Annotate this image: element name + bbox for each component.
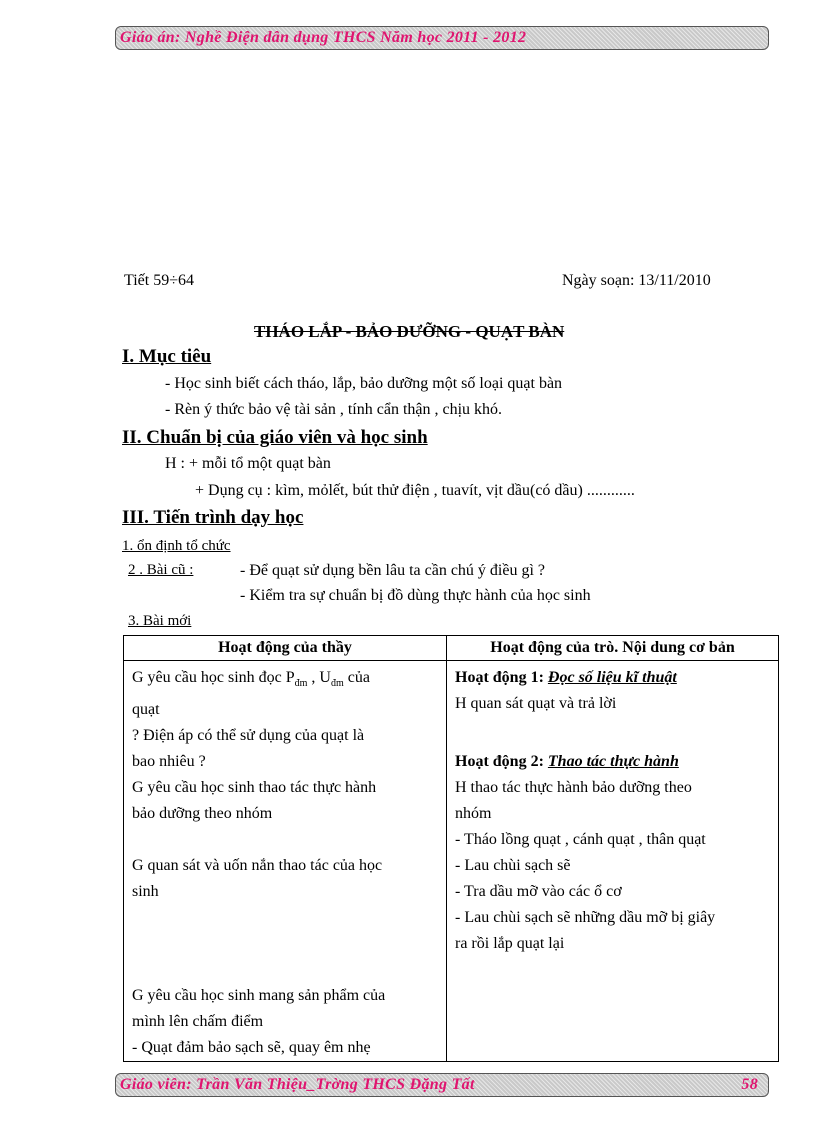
- student-line: - Tháo lồng quạt , cánh quạt , thân quạt: [455, 831, 706, 848]
- page-title: THÁO LẮP - BẢO DƯỠNG - QUẠT BÀN: [254, 322, 565, 341]
- student-line: - Lau chùi sạch sẽ những dầu mỡ bị giây: [455, 909, 716, 926]
- preparation-item: H : + mỗi tổ một quạt bàn: [165, 455, 331, 472]
- prep-date: Ngày soạn: 13/11/2010: [562, 272, 711, 289]
- student-line: - Tra dầu mỡ vào các ổ cơ: [455, 883, 622, 900]
- activity-table: [123, 635, 779, 1062]
- column-header-teacher: Hoạt động của thầy: [124, 636, 447, 661]
- review-question: - Để quạt sử dụng bền lâu ta cần chú ý điều gì ?: [240, 562, 546, 579]
- teacher-line: - Quạt đảm bảo sạch sẽ, quay êm nhẹ: [132, 1039, 371, 1057]
- teacher-line: G yêu cầu học sinh mang sản phẩm của: [132, 987, 386, 1005]
- page-number: 58: [741, 1076, 758, 1093]
- teacher-line: ? Điện áp có thể sử dụng của quạt là: [132, 727, 365, 745]
- student-line: - Lau chùi sạch sẽ: [455, 857, 571, 874]
- student-line: H thao tác thực hành bảo dưỡng theo: [455, 779, 692, 796]
- step-organization: 1. ổn định tổ chức: [122, 538, 231, 554]
- section-preparation-heading: II. Chuẩn bị của giáo viên và học sinh: [122, 427, 428, 448]
- teacher-line: quạt: [132, 701, 160, 719]
- objective-item: - Rèn ý thức bảo vệ tài sản , tính cẩn thận , chịu khó.: [165, 401, 503, 418]
- header-banner-text: Giáo án: Nghề Điện dân dụng THCS Năm học 2011 - 2012: [120, 29, 527, 46]
- footer-banner: [115, 1073, 769, 1097]
- footer-banner-text: Giáo viên: Trần Văn Thiệu_Trờng THCS Đặng Tất: [120, 1076, 475, 1093]
- step-review-label: 2 . Bài cũ :: [128, 562, 194, 578]
- lesson-number: Tiết 59÷64: [124, 272, 194, 289]
- teacher-line: G yêu cầu học sinh thao tác thực hành: [132, 779, 377, 797]
- teacher-line: G yêu cầu học sinh đọc $P_{đm}$ , $U_{đm}$ của: [132, 669, 370, 690]
- teacher-activity-cell: [124, 661, 447, 1062]
- student-line: nhóm: [455, 805, 492, 822]
- activity-2-heading: Hoạt động 2: Thao tác thực hành: [455, 753, 679, 770]
- header-banner: [115, 26, 769, 50]
- teacher-line: mình lên chấm điểm: [132, 1013, 264, 1031]
- review-check: - Kiểm tra sự chuẩn bị đồ dùng thực hành của học sinh: [240, 587, 591, 604]
- step-new-lesson: 3. Bài mới: [128, 613, 192, 629]
- student-line: ra rồi lắp quạt lại: [455, 935, 565, 952]
- teacher-line: bao nhiêu ?: [132, 753, 206, 771]
- column-header-student: Hoạt động của trò. Nội dung cơ bản: [447, 636, 779, 661]
- teacher-line: sinh: [132, 883, 159, 901]
- activity-1-heading: Hoạt động 1: Đọc số liệu kĩ thuật: [455, 669, 677, 686]
- section-objectives-heading: I. Mục tiêu: [122, 346, 212, 367]
- teacher-line: G quan sát và uốn nắn thao tác của học: [132, 857, 383, 875]
- preparation-item: + Dụng cụ : kìm, mỏlết, bút thử điện , tuavít, vịt dầu(có dầu) ............: [195, 482, 635, 499]
- objective-item: - Học sinh biết cách tháo, lắp, bảo dưỡng một số loại quạt bàn: [165, 375, 563, 392]
- student-line: H quan sát quạt và trả lời: [455, 695, 617, 712]
- teacher-line: bảo dưỡng theo nhóm: [132, 805, 273, 823]
- student-activity-cell: [447, 661, 779, 1062]
- section-process-heading: III. Tiến trình dạy học: [122, 507, 304, 528]
